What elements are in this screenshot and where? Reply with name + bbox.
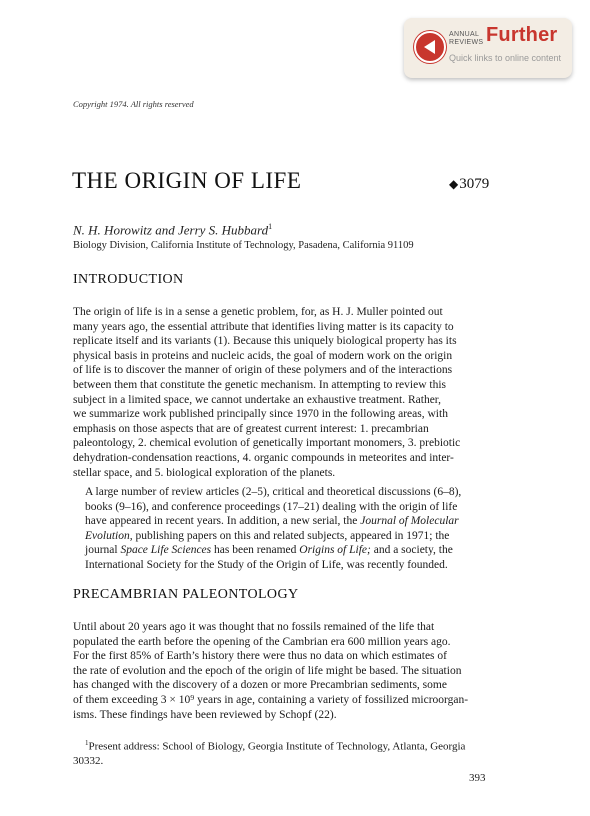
intro-paragraph-2 bbox=[73, 485, 488, 573]
text-run: has been renamed bbox=[211, 544, 300, 557]
footnote-mark: 1 bbox=[85, 739, 89, 747]
text-line: subject in a limited space, we cannot undertake an exhaustive treatment. Rather, bbox=[73, 393, 442, 406]
text-line: physical basis in proteins and nucleic acids, the goal of modern work on the origin bbox=[73, 349, 453, 362]
text-line: the rate of evolution and the epoch of the origin of life might be based. The situation bbox=[73, 664, 462, 677]
text-line: between them that constitute the genetic mechanism. In attempting to review this bbox=[73, 378, 447, 391]
article-code-number: 3079 bbox=[459, 176, 490, 192]
text-run: and a society, the bbox=[370, 544, 453, 557]
diamond-icon: ◆ bbox=[449, 177, 459, 191]
author-names: N. H. Horowitz and Jerry S. Hubbard bbox=[73, 222, 269, 238]
text-line: stellar space, and 5. biological exploration of the planets. bbox=[73, 466, 336, 479]
text-line: of life is to discover the manner of origin of these polymers and of the interactions bbox=[73, 364, 453, 377]
affiliation: Biology Division, California Institute of Technology, Pasadena, California 91109 bbox=[73, 240, 414, 251]
text-run: Present address: School of Biology, Georgia Institute of Technology, Atlanta, Georgia bbox=[88, 740, 466, 753]
text-line: paleontology, 2. chemical evolution of genetically important monomers, 3. prebiotic bbox=[73, 437, 461, 450]
text-line: books (9–16), and conference proceedings (17–21) dealing with the origin of life bbox=[85, 500, 458, 513]
text-line: The origin of life is in a sense a genetic problem, for, as H. J. Muller pointed out bbox=[73, 306, 443, 318]
text-line: populated the earth before the opening of the Cambrian era 600 million years ago. bbox=[73, 635, 451, 648]
text-line: replicate itself and its variants (1). Because this uniquely biological property has its bbox=[73, 335, 457, 348]
annual-reviews-wordmark bbox=[449, 31, 483, 47]
text-line: International Society for the Study of the Origin of Life, was recently founded. bbox=[85, 558, 448, 571]
section-heading-introduction: INTRODUCTION bbox=[73, 272, 184, 287]
text-line: A large number of review articles (2–5), critical and theoretical discussions (6–8), bbox=[85, 486, 462, 498]
wordmark-line2: REVIEWS bbox=[449, 39, 484, 46]
text-line bbox=[73, 514, 488, 529]
journal-name: Evolution, bbox=[85, 529, 133, 542]
journal-name: Origins of Life; bbox=[299, 544, 371, 557]
text-run: journal bbox=[85, 544, 121, 557]
intro-paragraph-1 bbox=[73, 305, 488, 480]
text-line bbox=[73, 529, 488, 544]
text-run: have appeared in recent years. In addition, a new serial, the bbox=[85, 515, 361, 528]
text-line: dehydration-condensation reactions, 4. organic compounds in meteorites and inter- bbox=[73, 451, 454, 464]
text-line: isms. These findings have been reviewed by Schopf (22). bbox=[73, 708, 337, 721]
text-line bbox=[73, 543, 488, 558]
section-heading-precambrian-paleontology: PRECAMBRIAN PALEONTOLOGY bbox=[73, 587, 299, 602]
text-line: many years ago, the essential attribute that identifies living matter is its capacity to bbox=[73, 320, 454, 333]
further-subtitle: Quick links to online content bbox=[449, 53, 562, 63]
text-line: has changed with the discovery of a dozen or more Precambrian sediments, some bbox=[73, 679, 447, 692]
play-arrow-icon bbox=[414, 31, 446, 63]
author-footnote-mark: 1 bbox=[268, 222, 273, 231]
copyright-notice: Copyright 1974. All rights reserved bbox=[73, 99, 194, 109]
text-line: For the first 85% of Earth’s history there were thus no data on which estimates of bbox=[73, 650, 447, 663]
article-code bbox=[449, 176, 489, 193]
journal-name: Space Life Sciences bbox=[120, 544, 212, 557]
text-line: Until about 20 years ago it was thought that no fossils remained of the life that bbox=[73, 621, 435, 633]
paleo-paragraph-1 bbox=[73, 620, 488, 722]
text-run: publishing papers on this and related subjects, appeared in 1971; the bbox=[132, 529, 450, 542]
further-brand: Further bbox=[486, 24, 558, 46]
footnote-line: 30332. bbox=[73, 754, 104, 767]
text-line: emphasis on those aspects that are of greatest current interest: 1. precambrian bbox=[73, 422, 429, 435]
further-link-badge[interactable] bbox=[404, 18, 572, 78]
text-line: we summarize work published principally since 1970 in the following areas, with bbox=[73, 408, 448, 421]
wordmark-line1: ANNUAL bbox=[449, 31, 480, 38]
article-title: THE ORIGIN OF LIFE bbox=[72, 168, 302, 193]
authors bbox=[73, 222, 272, 238]
footnote bbox=[73, 736, 488, 768]
text-line: of them exceeding 3 × 10⁹ years in age, containing a variety of fossilized microorgan- bbox=[73, 693, 469, 706]
footnote-line bbox=[73, 736, 488, 754]
journal-name: Journal of Molecular bbox=[360, 515, 459, 528]
page-number: 393 bbox=[469, 772, 486, 784]
